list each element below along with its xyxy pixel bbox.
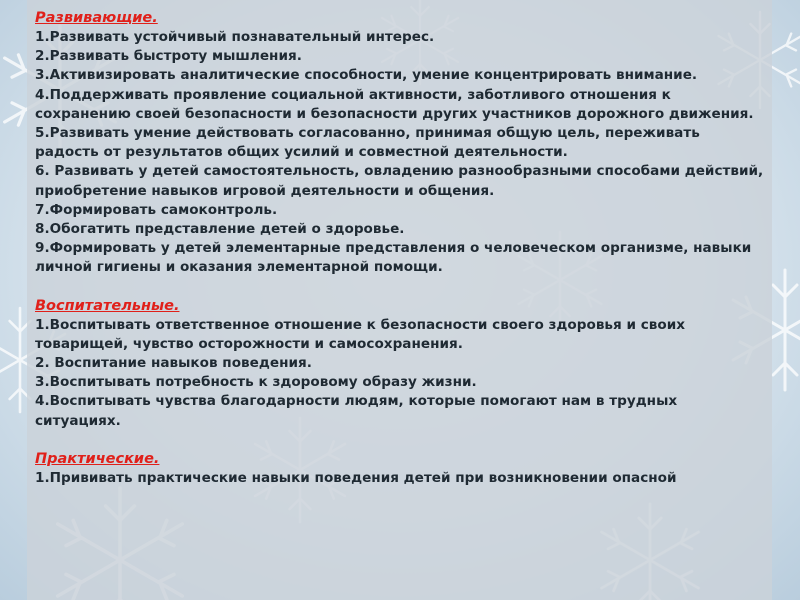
list-item: 9.Формировать у детей элементарные представления о человеческом организме, навыки личной гигиены и оказания элементарной помощи. [35,240,752,276]
list-item: 4.Поддерживать проявление социальной активности, заботливого отношения к сохранению своей безопасности и безопасности других участников дорожного движения. [35,86,754,122]
list-item: 3.Воспитывать потребность к здоровому образу жизни. [35,374,477,391]
list-item: 7.Формировать самоконтроль. [35,201,278,218]
list-item: 8.Обогатить представление детей о здоровье. [35,221,405,238]
list-item: 5.Развивать умение действовать согласованно, принимая общую цель, переживать радость от результатов общих усилий и совместной деятельности. [35,125,700,161]
list-item: 1.Воспитывать ответственное отношение к безопасности своего здоровья и своих товарищей, чувство осторожности и самосохранения. [35,316,686,352]
content-panel [27,0,772,600]
list-item: 2.Развивать быстроту мышления. [35,48,302,65]
list-item: 2. Воспитание навыков поведения. [35,355,312,372]
section-heading-educational: Воспитательные. [35,297,180,314]
list-item: 3.Активизировать аналитические способности, умение концентрировать внимание. [35,67,698,84]
list-item: 4.Воспитывать чувства благодарности людям, которые помогают нам в трудных ситуациях. [35,393,678,429]
list-item: 6. Развивать у детей самостоятельность, овладению разнообразными способами действий, приобретение навыков игровой деятельности и общения. [35,163,764,199]
section-heading-practical: Практические. [35,450,160,467]
list-item: 1.Развивать устойчивый познавательный интерес. [35,29,435,45]
list-item: 1.Прививать практические навыки поведения детей при возникновении опасной [35,469,677,486]
section-heading-developmental: Развивающие. [35,10,158,26]
